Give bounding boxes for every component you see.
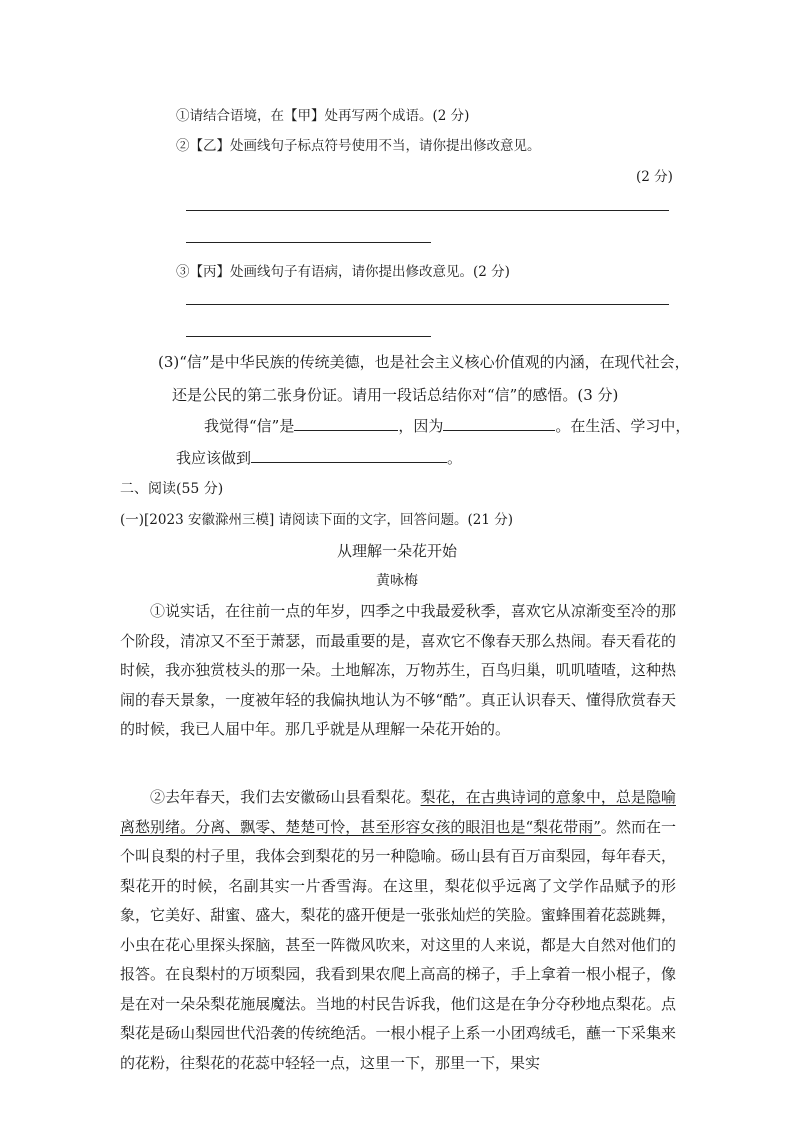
fill-text-c: 。在生活、学习中，: [555, 417, 691, 435]
fill-blank: [294, 416, 398, 431]
fill-in-sentence-2: [176, 447, 462, 468]
reading-intro: (一)[2023 安徽滁州三模] 请阅读下面的文字，回答问题。(21 分): [120, 512, 514, 528]
fill-text-e: 。: [447, 449, 463, 467]
paragraph-2-start: ②去年春天，我们去安徽砀山县看梨花。: [150, 788, 421, 806]
paragraph-1: ①说实话，在往前一点的年岁，四季之中我最爱秋季，喜欢它从凉渐变至冷的那个阶段，清凉又不至于萧瑟，而最重要的是，喜欢它不像春天那么热闹。春天看花的时候，我亦独赏枝头的那一朵。土地解冻，万物苏生，百鸟归巢，叽叽喳喳，这种热闹的春天景象，一度被年轻的我偏执地认为不够“酷”。真正认识春天、懂得欣赏春天的时候，我已人届中年。那几乎就是从理解一朵花开始的。: [120, 602, 676, 738]
fill-text-a: 我觉得“信”是: [204, 417, 295, 435]
paragraph-2-rest: 。然而在一个叫良梨的村子里，我体会到梨花的另一种隐喻。砀山县有百万亩梨园，每年春天，梨花开的时候，名副其实一片香雪海。在这里，梨花似乎远离了文学作品赋予的形象，它美好、甜蜜、盛大，梨花的盛开便是一张张灿烂的笑脸。蜜蜂围着花蕊跳舞，小虫在花心里探头探脑，甚至一阵微风吹来，对这里的人来说，都是大自然对他们的报答。在良梨村的万顷梨园，我看到果农爬上高高的梯子，手上拿着一根小棍子，像是在对一朵朵梨花施展魔法。当地的村民告诉我，他们这是在争分夺秒地点梨花。点梨花是砀山梨园世代沿袭的传统绝活。一根小棍子上系一小团鸡绒毛，蘸一下采集来的花粉，往梨花的花蕊中轻轻一点，这里一下，那里一下，果实: [120, 817, 676, 1072]
paragraph-2: [120, 783, 676, 1078]
question-4-line-2: 还是公民的第二张身份证。请用一段话总结你对“信”的感悟。(3 分): [172, 386, 619, 404]
underlined-sentence: 梨花，在古典诗词的意象中，总是隐喻离愁别绪。分离、飘零、楚楚可怜，甚至形容女孩的眼泪也是“梨花带雨”: [120, 788, 676, 836]
article-author: 黄咏梅: [376, 573, 418, 589]
question-3: ③【丙】处画线句子有语病，请你提出修改意见。(2 分): [176, 264, 510, 280]
question-1: ①请结合语境，在【甲】处再写两个成语。(2 分): [176, 108, 470, 124]
article-title: 从理解一朵花开始: [336, 542, 457, 560]
fill-text-d: 我应该做到: [176, 449, 252, 467]
answer-line: [186, 336, 431, 337]
answer-line: [186, 210, 669, 211]
fill-blank: [443, 416, 555, 431]
question-2: ②【乙】处画线句子标点符号使用不当，请你提出修改意见。: [176, 138, 541, 154]
fill-text-b: ，因为: [398, 417, 444, 435]
section-heading: 二、阅读(55 分): [120, 481, 224, 497]
question-2-score: (2 分): [636, 169, 673, 185]
fill-in-sentence: [204, 415, 690, 436]
question-4-line-1: (3)“信”是中华民族的传统美德，也是社会主义核心价值观的内涵，在现代社会，: [158, 353, 690, 371]
fill-blank: [251, 448, 447, 463]
answer-line: [186, 304, 669, 305]
answer-line: [186, 242, 431, 243]
